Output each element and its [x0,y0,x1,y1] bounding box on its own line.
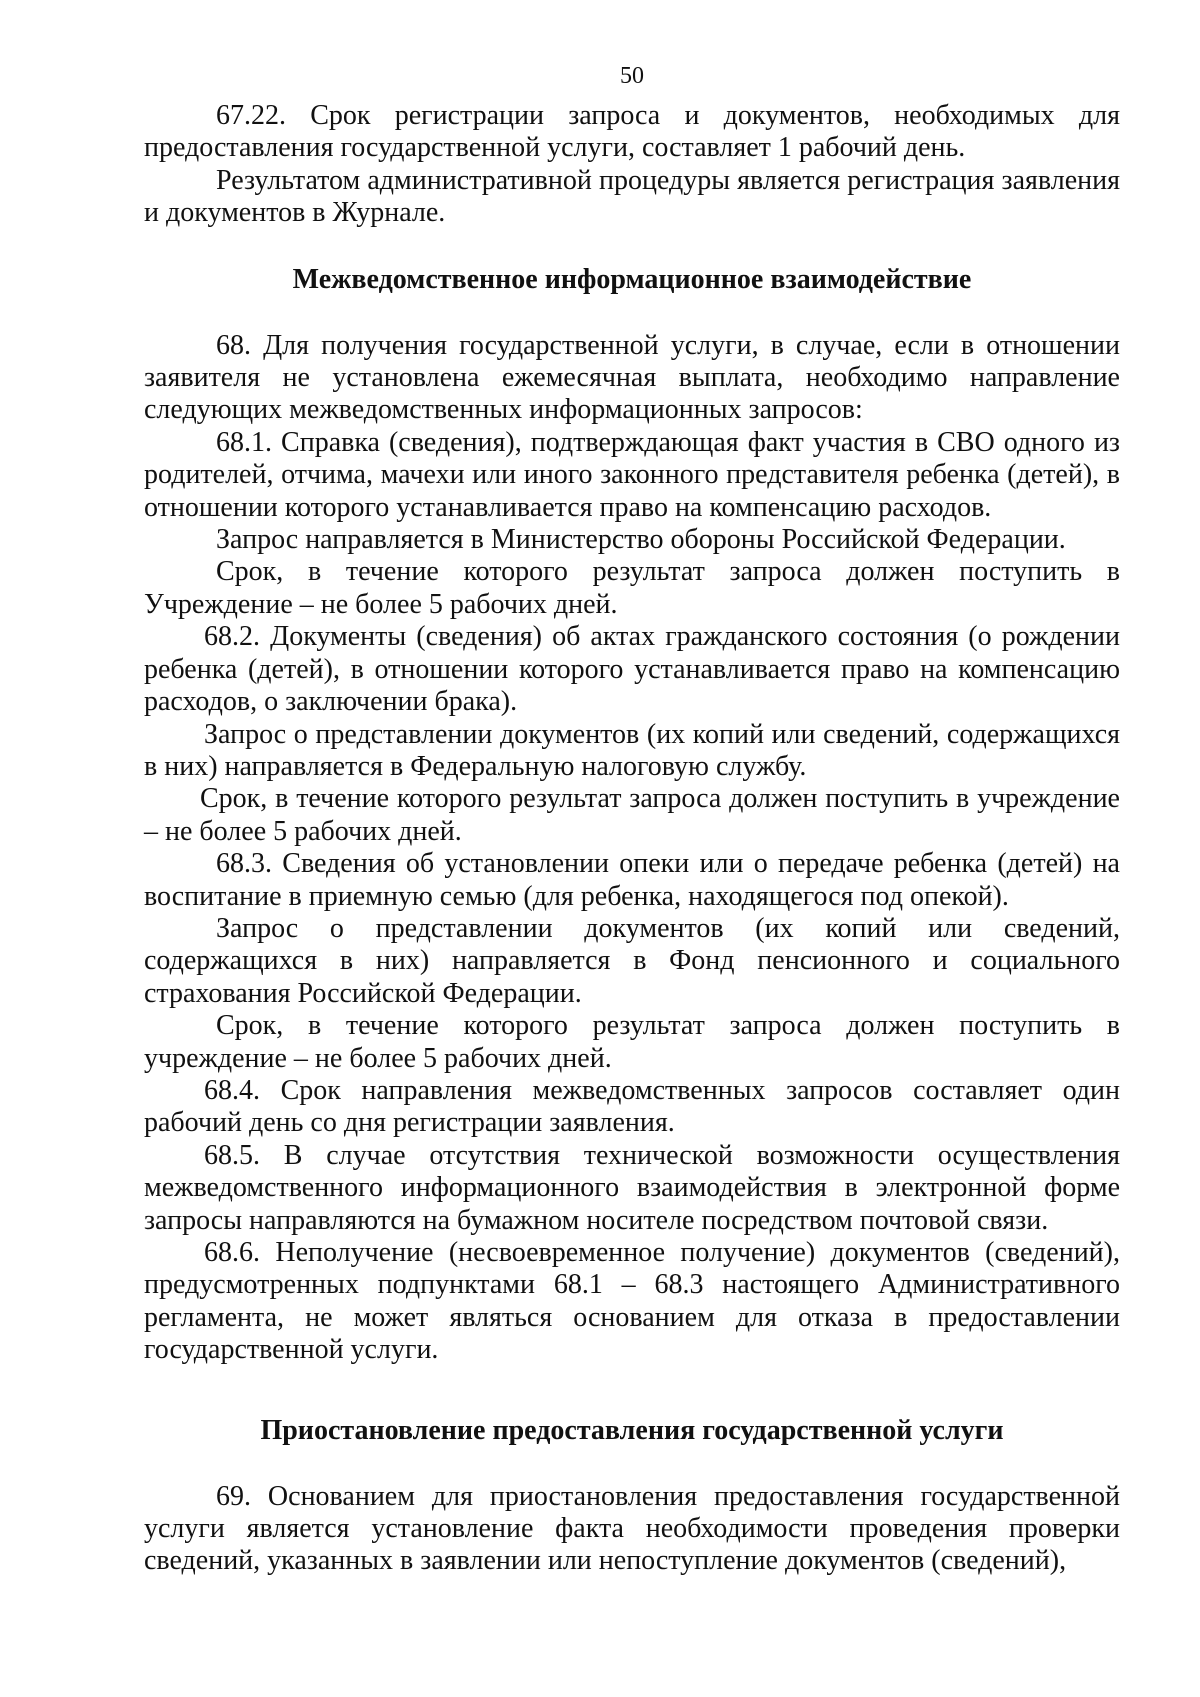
paragraph-68-5: 68.5. В случае отсутствия технической возможности осуществления межведомственного информационного взаимодействия в электронной форме запросы направляются на бумажном носителе посредством почтовой связи. [144,1139,1120,1236]
paragraph-69: 69. Основанием для приостановления предоставления государственной услуги является установление факта необходимости проведения проверки сведений, указанных в заявлении или непоступление документов (сведений), [144,1480,1120,1577]
paragraph-68-1: 68.1. Справка (сведения), подтверждающая факт участия в СВО одного из родителей, отчима, мачехи или иного законного представителя ребенка (детей), в отношении которого устанавливается право на компенсацию расходов. [144,426,1120,523]
paragraph-68-1-request: Запрос направляется в Министерство обороны Российской Федерации. [216,524,1066,556]
section-heading-interagency: Межведомственное информационное взаимодействие [292,263,972,295]
paragraph-68-2: 68.2. Документы (сведения) об актах гражданского состояния (о рождении ребенка (детей), в отношении которого устанавливается право на компенсацию расходов, о заключении брака). [144,621,1120,718]
document-page [144,62,1120,1578]
paragraph-68-3-request: Запрос о представлении документов (их копий или сведений, содержащихся в них) направляется в Фонд пенсионного и социального страхования Российской Федерации. [144,912,1120,1009]
paragraph-68-3-deadline: Срок, в течение которого результат запроса должен поступить в учреждение – не более 5 рабочих дней. [144,1010,1120,1074]
paragraph-68-3: 68.3. Сведения об установлении опеки или о передаче ребенка (детей) на воспитание в приемную семью (для ребенка, находящегося под опекой). [144,848,1120,912]
section-heading-suspension: Приостановление предоставления государственной услуги [260,1414,1004,1446]
paragraph-68-4: 68.4. Срок направления межведомственных запросов составляет один рабочий день со дня регистрации заявления. [144,1074,1120,1139]
page-number: 50 [620,63,644,89]
paragraph-68-6: 68.6. Неполучение (несвоевременное получение) документов (сведений), предусмотренных подпунктами 68.1 – 68.3 настоящего Административного регламента, не может являться основанием для отказа в предоставлении государственной услуги. [144,1237,1120,1366]
paragraph-68-1-deadline: Срок, в течение которого результат запроса должен поступить в Учреждение – не более 5 рабочих дней. [144,556,1120,620]
paragraph-67-22: 67.22. Срок регистрации запроса и документов, необходимых для предоставления государственной услуги, составляет 1 рабочий день. [144,100,1120,164]
paragraph-68: 68. Для получения государственной услуги, в случае, если в отношении заявителя не установлена ежемесячная выплата, необходимо направление следующих межведомственных информационных запросов: [144,329,1120,426]
paragraph-68-2-deadline: Срок, в течение которого результат запроса должен поступить в учреждение – не более 5 рабочих дней. [144,783,1120,847]
paragraph-68-2-request: Запрос о представлении документов (их копий или сведений, содержащихся в них) направляется в Федеральную налоговую службу. [144,718,1120,782]
paragraph-result: Результатом административной процедуры является регистрация заявления и документов в Журнале. [144,164,1120,229]
